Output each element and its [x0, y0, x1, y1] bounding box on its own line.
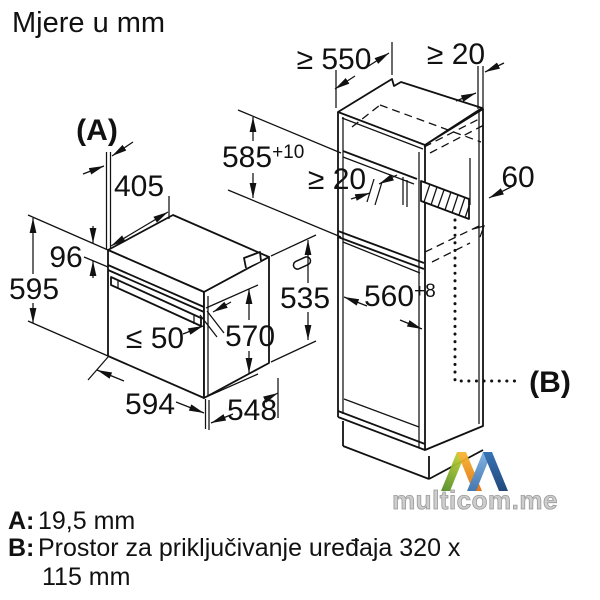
dim-535-label: 535 — [279, 282, 331, 315]
dim-560-label: $560^{+8}$ — [364, 280, 436, 313]
dim-96 — [28, 215, 108, 278]
dim-560 — [344, 280, 436, 329]
footnote-b-value: Prostor za priključivanje uređaja 320 x — [38, 534, 461, 562]
dim-60-label: 60 — [501, 161, 535, 194]
page-title: Mjere u mm — [12, 7, 166, 39]
footnote-b-label: B: — [8, 534, 35, 562]
dim-535 — [271, 235, 330, 362]
dim-A-label: (A) — [76, 114, 118, 147]
dim-595-label: 595 — [8, 273, 60, 306]
dim-548-label: 548 — [226, 394, 278, 427]
watermark-text: multicom.me — [392, 485, 558, 515]
dim-20-rear-label: ≥ 20 — [307, 163, 367, 196]
watermark — [392, 452, 558, 515]
footnote-a-value: 19,5 mm — [38, 507, 136, 535]
footnote-a-label: A: — [8, 507, 35, 535]
dim-594-label: 594 — [124, 388, 176, 421]
dim-405-label: 405 — [113, 170, 165, 203]
dim-585-label: $585^{+10}$ — [222, 141, 305, 174]
footnotes — [8, 507, 461, 591]
cabinet-drawing — [338, 79, 522, 479]
dim-50-label: ≤ 50 — [125, 322, 185, 355]
dim-550-label: ≥ 550 — [296, 43, 372, 76]
dim-570-label: 570 — [224, 320, 276, 353]
oven-side-grip — [292, 256, 312, 271]
dim-20-top-label: ≥ 20 — [426, 38, 486, 71]
dim-96-label: 96 — [49, 241, 83, 274]
dim-20-rear — [308, 163, 397, 205]
footnote-b-value2: 115 mm — [42, 563, 131, 591]
dim-B-label: (B) — [529, 366, 571, 399]
